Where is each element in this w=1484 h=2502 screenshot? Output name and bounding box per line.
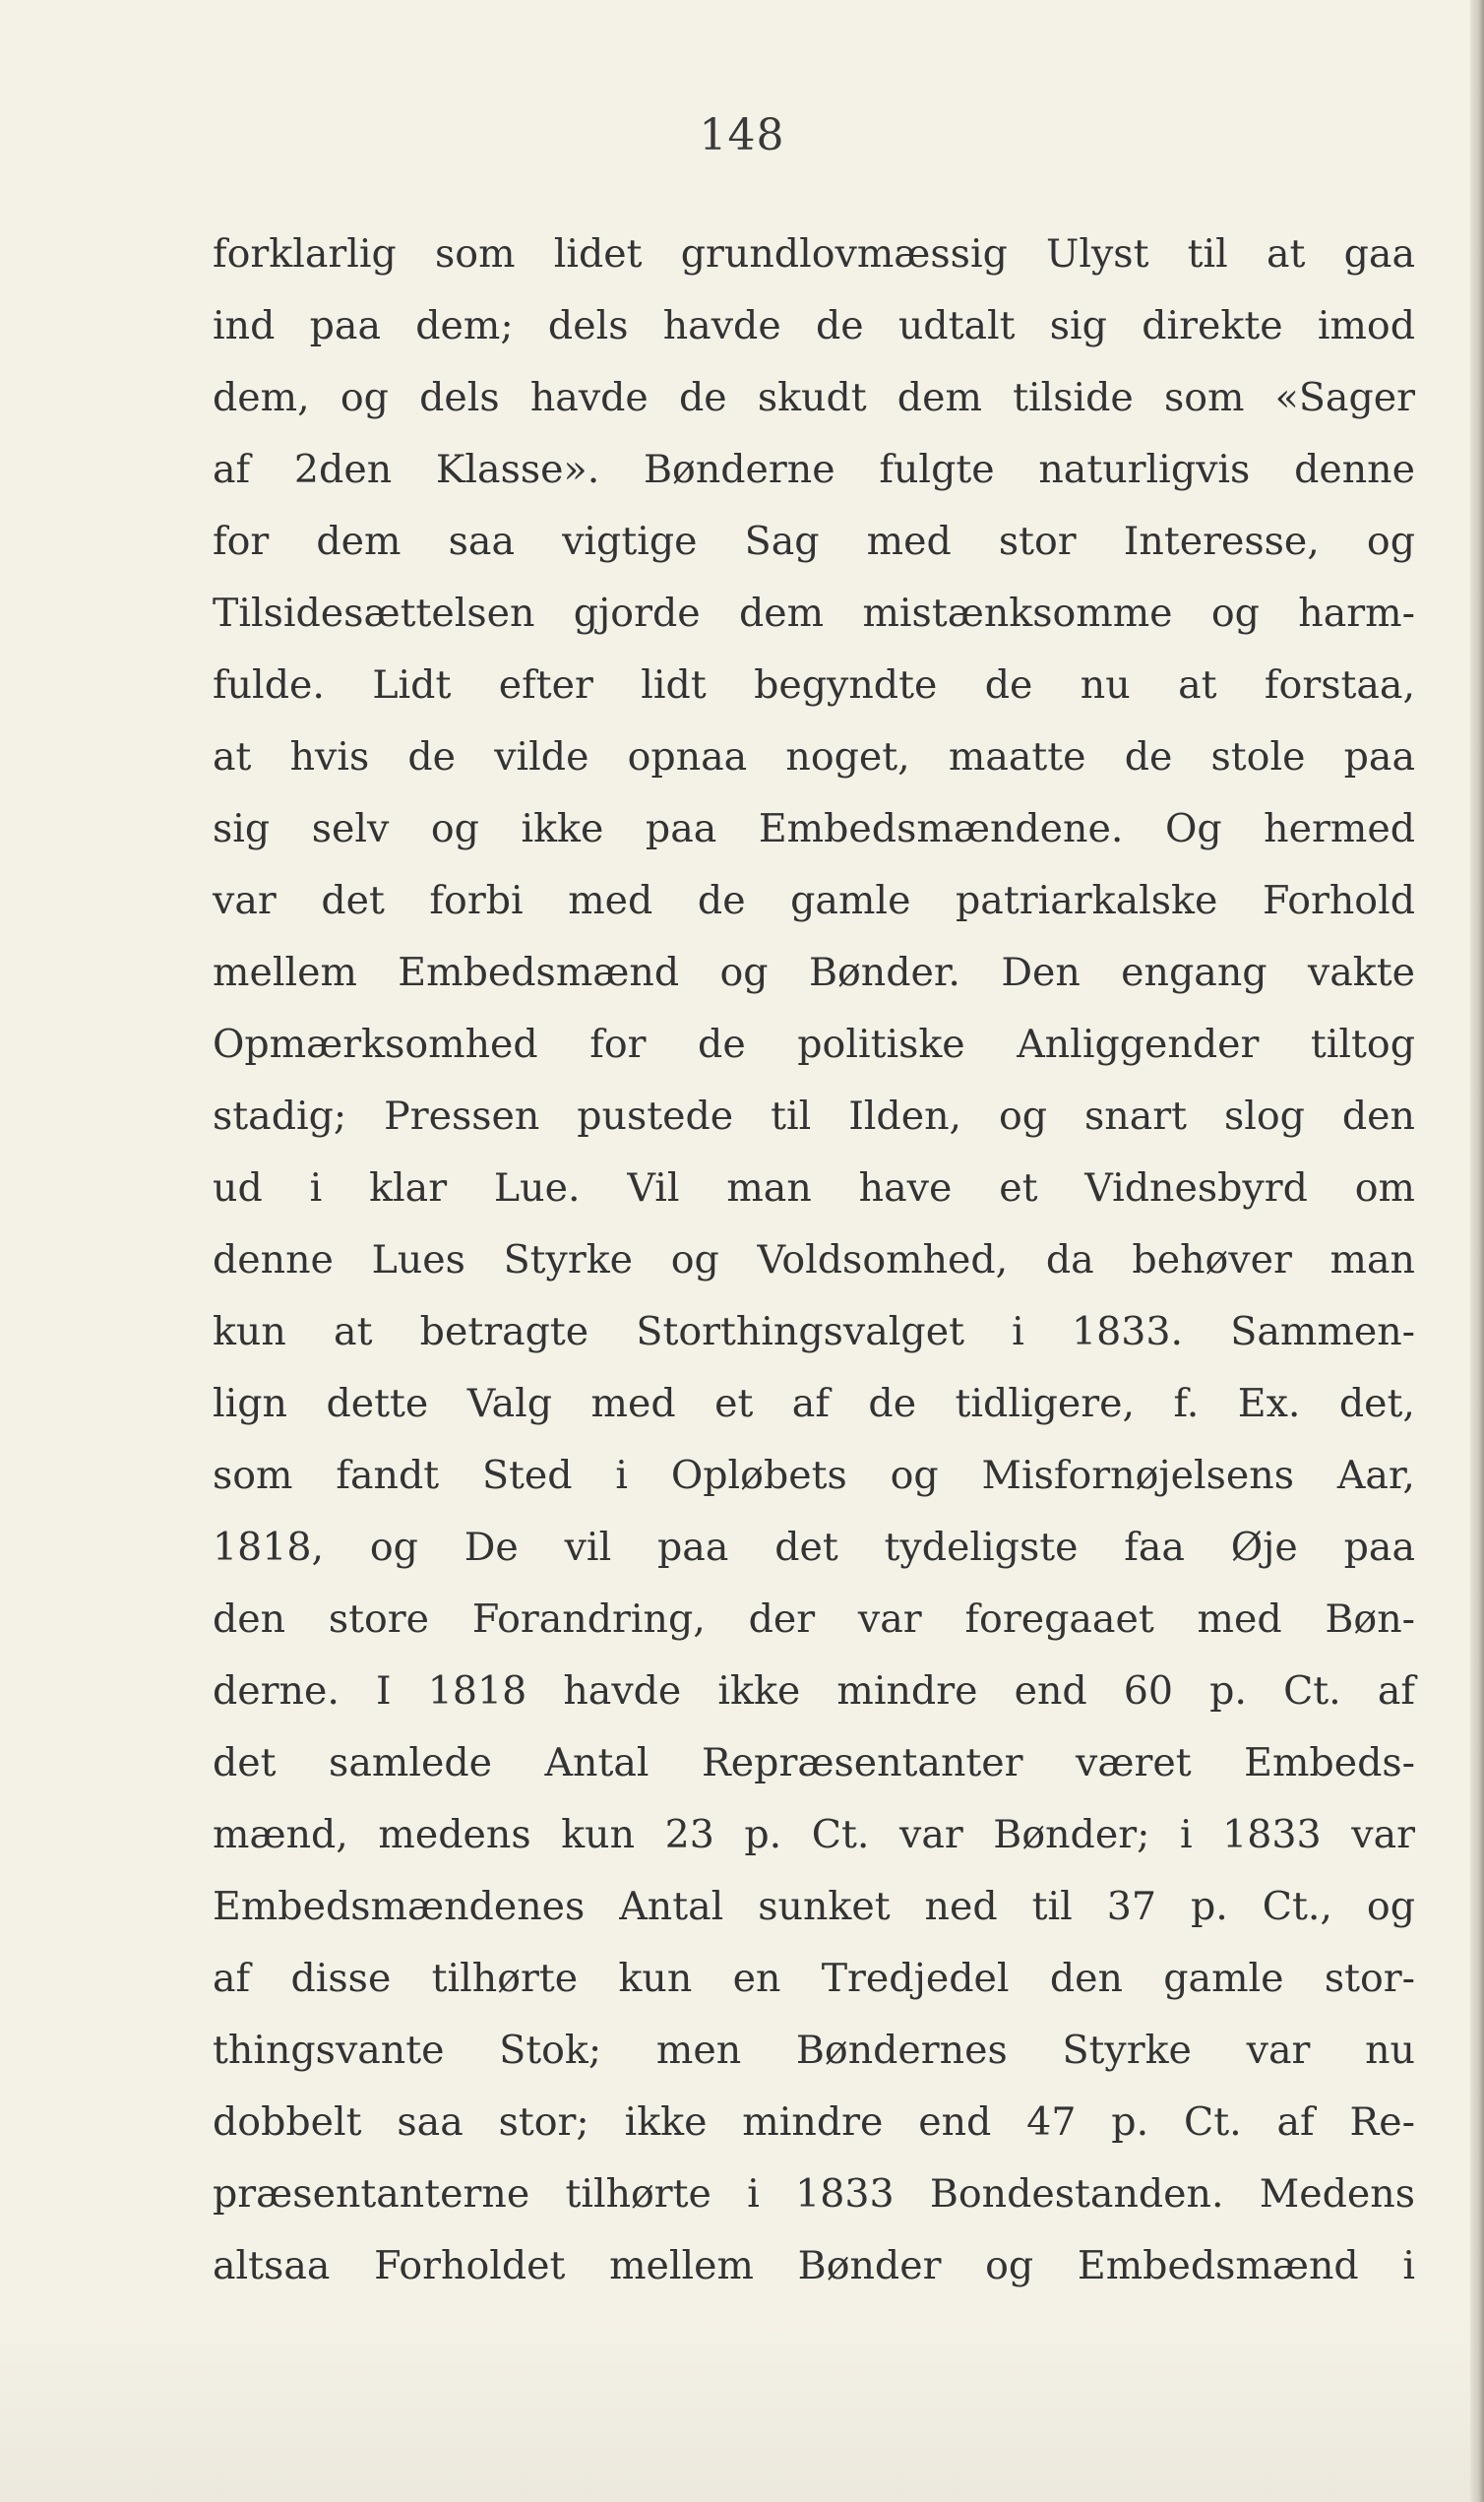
page-body-text xyxy=(213,219,1415,2302)
text-line: Embedsmændenes Antal sunket ned til 37 p. Ct., og xyxy=(213,1884,1415,1929)
text-line: forklarlig som lidet grundlovmæssig Ulyst til at gaa xyxy=(213,231,1415,277)
page-number: 148 xyxy=(699,110,785,160)
text-line: stadig; Pressen pustede til Ilden, og snart slog den xyxy=(213,1094,1415,1139)
text-line: sig selv og ikke paa Embedsmændene. Og hermed xyxy=(213,806,1415,851)
text-line: thingsvante Stok; men Bøndernes Styrke var nu xyxy=(213,2028,1415,2073)
text-line: lign dette Valg med et af de tidligere, f. Ex. det, xyxy=(213,1381,1415,1426)
text-line: mænd, medens kun 23 p. Ct. var Bønder; i 1833 var xyxy=(213,1812,1415,1857)
text-line: af 2den Klasse». Bønderne fulgte naturligvis denne xyxy=(213,447,1415,492)
text-line: dobbelt saa stor; ikke mindre end 47 p. Ct. af Re- xyxy=(213,2099,1415,2145)
text-line: som fandt Sted i Opløbets og Misfornøjelsens Aar, xyxy=(213,1453,1415,1498)
text-line: kun at betragte Storthingsvalget i 1833. Sammen- xyxy=(213,1309,1415,1354)
text-line: ind paa dem; dels havde de udtalt sig direkte imod xyxy=(213,303,1415,348)
text-line: Tilsidesættelsen gjorde dem mistænksomme og harm- xyxy=(213,591,1415,636)
text-line: præsentanterne tilhørte i 1833 Bondestanden. Medens xyxy=(213,2171,1415,2217)
text-line: at hvis de vilde opnaa noget, maatte de stole paa xyxy=(213,734,1415,780)
text-line: mellem Embedsmænd og Bønder. Den engang vakte xyxy=(213,950,1415,995)
page-bottom-shade xyxy=(0,2315,1484,2502)
text-line: var det forbi med de gamle patriarkalske Forhold xyxy=(213,878,1415,923)
text-line: derne. I 1818 havde ikke mindre end 60 p. Ct. af xyxy=(213,1668,1415,1714)
text-line: 1818, og De vil paa det tydeligste faa Øje paa xyxy=(213,1525,1415,1570)
text-line: af disse tilhørte kun en Tredjedel den gamle stor- xyxy=(213,1956,1415,2001)
text-line: dem, og dels havde de skudt dem tilside som «Sager xyxy=(213,375,1415,420)
text-line: denne Lues Styrke og Voldsomhed, da behøver man xyxy=(213,1237,1415,1282)
text-line: ud i klar Lue. Vil man have et Vidnesbyrd om xyxy=(213,1165,1415,1211)
text-line: Opmærksomhed for de politiske Anliggender tiltog xyxy=(213,1022,1415,1067)
text-line: for dem saa vigtige Sag med stor Interesse, og xyxy=(213,519,1415,564)
page-right-edge xyxy=(1470,0,1484,2502)
text-line: det samlede Antal Repræsentanter været Embeds- xyxy=(213,1740,1415,1785)
text-line: den store Forandring, der var foregaaet med Bøn- xyxy=(213,1596,1415,1642)
text-line: fulde. Lidt efter lidt begyndte de nu at forstaa, xyxy=(213,662,1415,708)
text-line: altsaa Forholdet mellem Bønder og Embedsmænd i xyxy=(213,2243,1415,2288)
